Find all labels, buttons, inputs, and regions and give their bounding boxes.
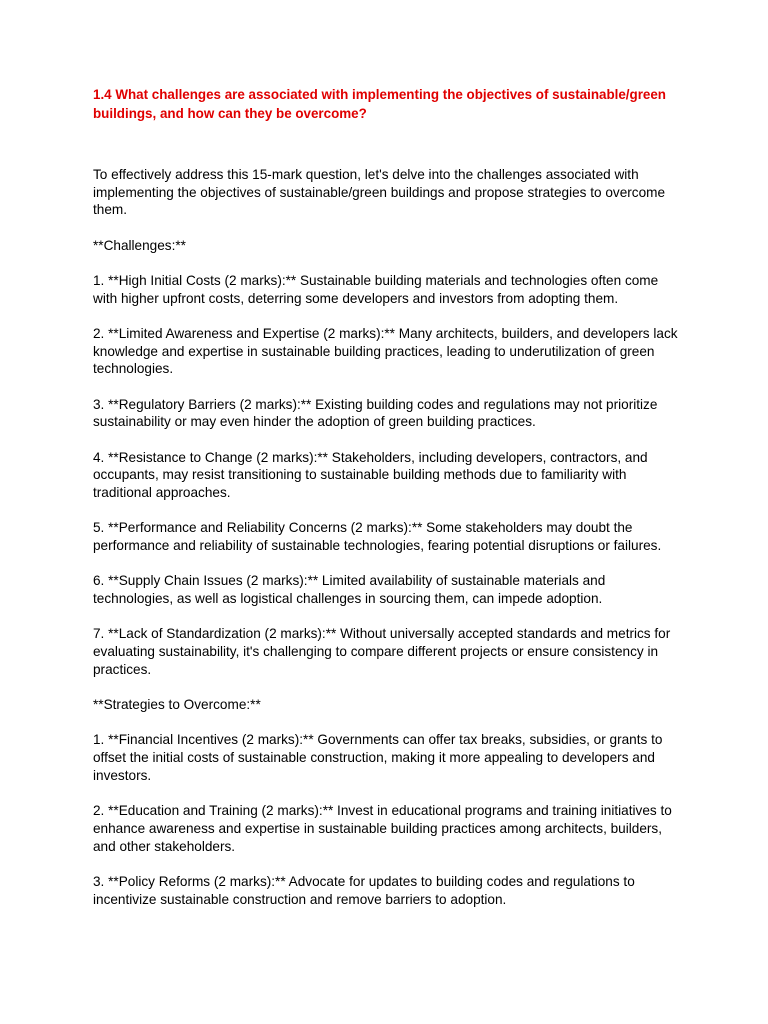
strategy-item: 2. **Education and Training (2 marks):** Invest in educational programs and training initiatives to enhance awareness and expertise in sustainable building practices among architects, builders, and other stakeholders. [93, 803, 672, 854]
challenge-item: 5. **Performance and Reliability Concerns (2 marks):** Some stakeholders may doubt the performance and reliability of sustainable technologies, fearing potential disruptions or failures. [93, 520, 662, 554]
strategies-heading: **Strategies to Overcome:** [93, 697, 261, 713]
challenge-item: 1. **High Initial Costs (2 marks):** Sustainable building materials and technologies often come with higher upfront costs, deterring some developers and investors from adopting them. [93, 273, 659, 306]
strategy-item: 1. **Financial Incentives (2 marks):** Governments can offer tax breaks, subsidies, or grants to offset the initial costs of sustainable construction, making it more appealing to developers and investors. [93, 732, 663, 783]
question-heading: 1.4 What challenges are associated with implementing the objectives of sustainable/green buildings, and how can they be overcome? [93, 87, 666, 121]
challenge-item: 4. **Resistance to Change (2 marks):** Stakeholders, including developers, contractors, and occupants, may resist transitioning to sustainable building methods due to familiarity with traditional approaches. [93, 449, 648, 501]
challenge-item: 7. **Lack of Standardization (2 marks):** Without universally accepted standards and metrics for evaluating sustainability, it's challenging to compare different projects or ensure consistency in practices. [93, 626, 671, 677]
intro-paragraph: To effectively address this 15-mark question, let's delve into the challenges associated with implementing the objectives of sustainable/green buildings and propose strategies to overcome them. [93, 167, 666, 218]
challenge-item: 3. **Regulatory Barriers (2 marks):** Existing building codes and regulations may not prioritize sustainability or may even hinder the adoption of green building practices. [93, 396, 658, 430]
strategy-item: 3. **Policy Reforms (2 marks):** Advocate for updates to building codes and regulations to incentivize sustainable construction and remove barriers to adoption. [93, 873, 635, 907]
challenge-item: 6. **Supply Chain Issues (2 marks):** Limited availability of sustainable materials and technologies, as well as logistical challenges in sourcing them, can impede adoption. [93, 573, 606, 607]
challenges-heading: **Challenges:** [93, 237, 186, 253]
challenge-item: 2. **Limited Awareness and Expertise (2 marks):** Many architects, builders, and developers lack knowledge and expertise in sustainable building practices, leading to underutilization of green technologies. [93, 326, 678, 377]
document-body [93, 86, 683, 926]
